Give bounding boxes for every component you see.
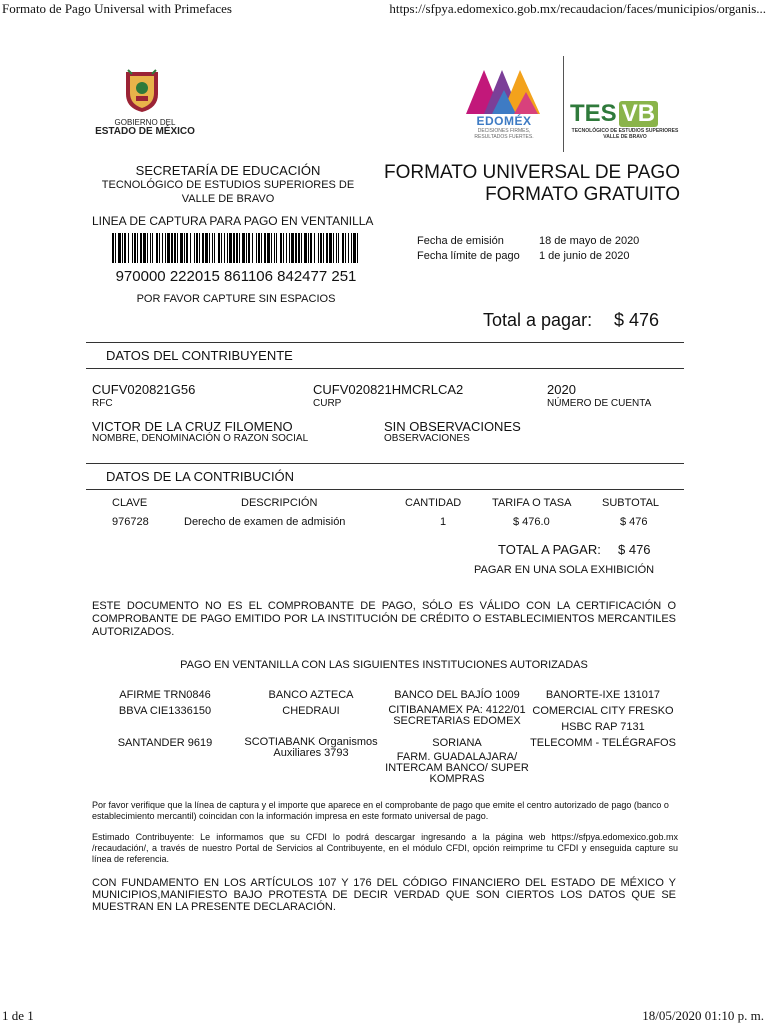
divider [86,368,684,369]
total-value: $ 476 [614,310,660,330]
curp-value: CUFV020821HMCRLCA2 [313,382,464,397]
print-datetime: 18/05/2020 01:10 p. m. [642,1008,764,1023]
cuenta-label: NÚMERO DE CUENTA [547,398,652,409]
institucion-item: AFIRME TRN0846 [119,689,211,701]
section-contribuyente: DATOS DEL CONTRIBUYENTE [106,348,293,363]
fecha-emision-label: Fecha de emisión [417,235,504,247]
row-clave: 976728 [112,516,149,528]
row-tarifa: $ 476.0 [513,516,550,528]
print-title: Formato de Pago Universal with Primefaces [2,1,232,16]
institucion-item: BBVA CIE1336150 [118,705,212,717]
institucion-item: TELECOMM - TELÉGRAFOS [530,737,676,749]
gobierno-logo-text: GOBIERNO DEL ESTADO DE MÉXICO [95,118,195,137]
row-descripcion: Derecho de examen de admisión [184,516,346,528]
divider [86,342,684,343]
institucion-item: CITIBANAMEX PA: 4122/01 SECRETARIAS EDOMEX [388,704,526,727]
fundamento-text: CON FUNDAMENTO EN LOS ARTÍCULOS 107 Y 176 DEL CÓDIGO FINANCIERO DEL ESTADO DE MÉXICO Y MUNICIPIOS,MANIFIESTO BAJO PROTESTA DE DECIR VERDAD QUE SON CIERTOS LOS DATOS QUE SE MUESTRAN EN LA PRESENTE DECLARACIÓN. [92,877,676,913]
observaciones-label: OBSERVACIONES [384,433,470,444]
tesvb-logo-text: TECNOLÓGICO DE ESTUDIOS SUPERIORES VALLE DE BRAVO [571,128,679,140]
edomex-logo [462,66,546,116]
issuer-secretaria: SECRETARÍA DE EDUCACIÓN [135,163,321,178]
verifique-note: Por favor verifique que la línea de captura y el importe que aparece en el comprobante de pago que emite el centro autorizado de pago (banco o establecimiento mercantil) coincidan con la información impresa en este formato universal de pago. [92,800,669,821]
institucion-item: COMERCIAL CITY FRESKO [532,705,674,717]
institucion-item: HSBC RAP 7131 [561,721,645,733]
print-url: https://sfpya.edomexico.gob.mx/recaudacion/faces/municipios/organis... [389,1,766,16]
gobierno-seal-logo [118,68,166,114]
institucion-item: SCOTIABANK Organismos Auxiliares 3793 [244,736,378,759]
aviso-text: ESTE DOCUMENTO NO ES EL COMPROBANTE DE PAGO, SÓLO ES VÁLIDO CON LA CERTIFICACIÓN O COMPROBANTE DE PAGO EMITIDO POR LA INSTITUCIÓN DE CRÉDITO O ESTABLECIMIENTOS MERCANTILES AUTORIZADOS. [92,600,676,638]
form-title-line2: FORMATO GRATUITO [485,184,680,205]
institucion-item: SORIANA [432,737,482,749]
col-header-cantidad: CANTIDAD [405,497,462,509]
row-cantidad: 1 [440,516,447,528]
observaciones-value: SIN OBSERVACIONES [384,419,521,434]
capture-line-label: LINEA DE CAPTURA PARA PAGO EN VENTANILLA [92,214,374,228]
contribucion-total-label: TOTAL A PAGAR: [498,542,601,557]
capture-note: POR FAVOR CAPTURE SIN ESPACIOS [136,293,336,305]
exhibicion-note: PAGAR EN UNA SOLA EXHIBICIÓN [474,564,655,576]
institucion-item: BANCO AZTECA [268,689,354,701]
divider [86,463,684,464]
divider [86,489,684,490]
cfdi-note: Estimado Contribuyente: Le informamos que su CFDI lo podrá descargar ingresando a la página web https://sfpya.edomexico.gob.mx /recaudación/, a través de nuestro Portal de Servicios al Contribuyente, en el módulo CFDI, opción reimprime tu CFDI y enseguida capture su línea de referencia. [92,832,678,864]
col-header-clave: CLAVE [112,497,148,509]
nombre-label: NOMBRE, DENOMINACIÓN O RAZON SOCIAL [92,433,309,444]
capture-line-number: 970000 222015 861106 842477 251 [115,268,357,285]
form-title-line1: FORMATO UNIVERSAL DE PAGO [384,162,680,183]
curp-label: CURP [313,398,342,409]
issuer-name-line1: TECNOLÓGICO DE ESTUDIOS SUPERIORES DE [101,179,355,191]
nombre-value: VICTOR DE LA CRUZ FILOMENO [92,419,293,434]
section-contribucion: DATOS DE LA CONTRIBUCIÓN [106,469,295,484]
rfc-value: CUFV020821G56 [92,382,196,397]
institucion-item: BANCO DEL BAJÍO 1009 [394,689,520,701]
institucion-item: CHEDRAUI [282,705,340,717]
issuer-name-line2: VALLE DE BRAVO [181,193,275,205]
tesvb-logo: TES VB [570,101,658,127]
rfc-label: RFC [92,398,113,409]
cuenta-value: 2020 [547,382,576,397]
logo-divider [563,56,564,152]
print-page-number: 1 de 1 [2,1008,34,1023]
col-header-descripcion: DESCRIPCIÓN [241,497,318,509]
instituciones-title: PAGO EN VENTANILLA CON LAS SIGUIENTES INSTITUCIONES AUTORIZADAS [180,659,588,671]
institucion-item: FARM. GUADALAJARA/ INTERCAM BANCO/ SUPER KOMPRAS [385,751,529,785]
fecha-limite-value: 1 de junio de 2020 [539,250,630,262]
institucion-item: SANTANDER 9619 [117,737,213,749]
row-subtotal: $ 476 [620,516,648,528]
institucion-item: BANORTE-IXE 131017 [545,689,661,701]
col-header-tarifa: TARIFA O TASA [492,497,572,509]
contribucion-total-value: $ 476 [618,542,651,557]
fecha-limite-label: Fecha límite de pago [417,250,520,262]
form-title [380,162,680,206]
barcode [112,233,358,263]
total-label: Total a pagar: [483,310,593,330]
edomex-logo-text: EDOMÉX DECISIONES FIRMES, RESULTADOS FUERTES. [474,114,534,140]
fecha-emision-value: 18 de mayo de 2020 [539,235,640,247]
issuer-block [92,163,364,206]
col-header-subtotal: SUBTOTAL [602,497,660,509]
